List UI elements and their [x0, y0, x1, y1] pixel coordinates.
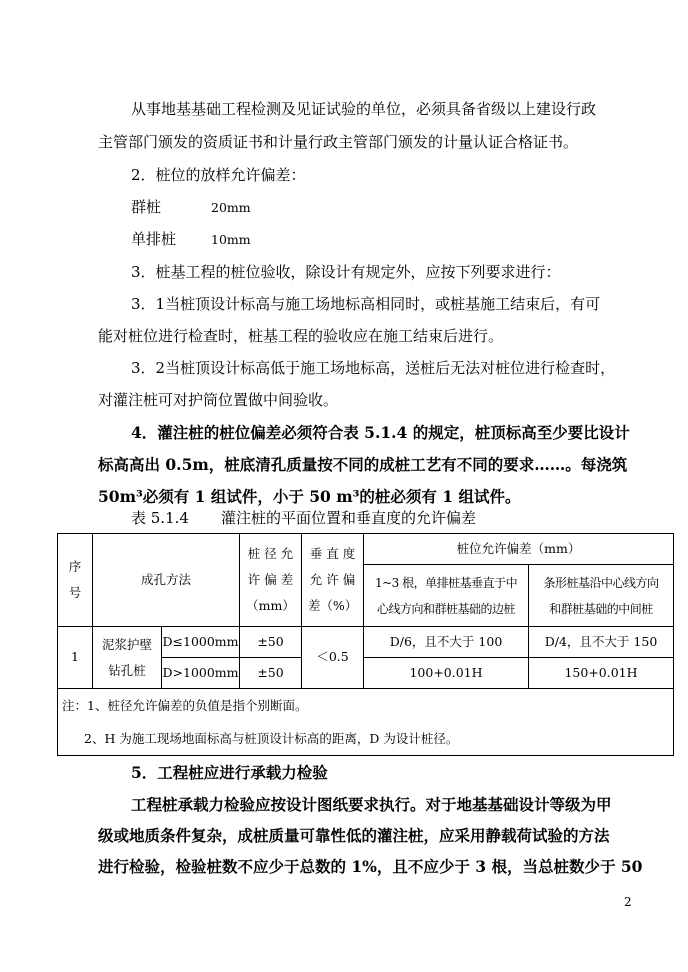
table-caption-title: 灌注桩的平面位置和垂直度的允许偏差	[221, 509, 477, 527]
header-method: 成孔方法	[93, 534, 240, 627]
note-line: 注：1、桩径允许偏差的负值是指个别断面。	[62, 698, 308, 713]
row-method: 泥浆护壁 钻孔桩	[93, 627, 162, 689]
header-seq: 序 号	[58, 534, 93, 627]
item-4-bold-line: 50m³必须有 1 组试件，小于 50 m³的桩必须有 1 组试件。	[98, 487, 521, 506]
item-4-bold-line: 4．灌注桩的桩位偏差必须符合表 5.1.4 的规定，桩顶标高至少要比设计	[131, 423, 630, 442]
item-3-heading: 3．桩基工程的桩位验收，除设计有规定外，应按下列要求进行：	[131, 263, 561, 281]
item-2-heading: 2．桩位的放样允许偏差：	[131, 166, 306, 184]
header-edge-piles: 1~3 根，单排桩基垂直于中 心线方向和群桩基础的边桩	[364, 565, 529, 627]
item-4-bold-line: 标高高出 0.5m，桩底清孔质量按不同的成桩工艺有不同的要求……。每浇筑	[98, 455, 628, 474]
text-line: 3．1当桩顶设计标高与施工场地标高相同时，或桩基施工结束后，有可	[131, 295, 601, 313]
row-middle-small: D/4，且不大于 150	[529, 627, 674, 658]
table-caption-number: 表 5.1.4	[131, 509, 189, 527]
item-5-heading: 5．工程桩应进行承载力检验	[131, 763, 328, 782]
pile-deviation-table	[57, 533, 674, 756]
item-5-bold-line: 进行检验，检验桩数不应少于总数的 1%，且不应少于 3 根，当总桩数少于 50	[98, 857, 643, 876]
item-5-bold-line: 工程桩承载力检验应按设计图纸要求执行。对于地基基础设计等级为甲	[131, 795, 612, 814]
single-pile-label: 单排桩	[131, 230, 177, 248]
group-pile-value: 20mm	[211, 200, 251, 215]
row-condition-large: D>1000mm	[162, 658, 240, 689]
text-line: 3．2当桩顶设计标高低于施工场地标高，送桩后无法对桩位进行检查时，	[131, 359, 616, 377]
text-line: 能对桩位进行检查时，桩基工程的验收应在施工结束后进行。	[98, 327, 504, 345]
group-pile-label: 群桩	[131, 198, 162, 216]
table-notes	[58, 689, 674, 756]
text-line: 主管部门颁发的资质证书和计量行政主管部门颁发的计量认证合格证书。	[98, 133, 579, 151]
row-seq: 1	[58, 627, 93, 689]
text-line: 从事地基基础工程检测及见证试验的单位，必须具备省级以上建设行政	[131, 100, 597, 118]
item-5-bold-line: 级或地质条件复杂，成桩质量可靠性低的灌注桩，应采用静载荷试验的方法	[98, 826, 610, 845]
page-number: 2	[624, 895, 632, 909]
header-verticality-tolerance: 垂 直 度 允 许 偏 差（%）	[302, 534, 364, 627]
row-edge-small: D/6，且不大于 100	[364, 627, 529, 658]
row-verticality: ＜0.5	[302, 627, 364, 689]
header-middle-piles: 条形桩基沿中心线方向 和群桩基础的中间桩	[529, 565, 674, 627]
single-pile-value: 10mm	[211, 232, 251, 247]
row-diameter-large: ±50	[240, 658, 302, 689]
row-middle-large: 150+0.01H	[529, 658, 674, 689]
header-diameter-tolerance: 桩 径 允 许 偏 差 （mm）	[240, 534, 302, 627]
row-diameter-small: ±50	[240, 627, 302, 658]
row-edge-large: 100+0.01H	[364, 658, 529, 689]
text-line: 对灌注桩可对护筒位置做中间验收。	[98, 391, 339, 409]
row-condition-small: D≤1000mm	[162, 627, 240, 658]
note-line: 2、H 为施工现场地面标高与桩顶设计标高的距离，D 为设计桩径。	[84, 731, 459, 746]
header-position-tolerance: 桩位允许偏差（mm）	[364, 534, 674, 565]
